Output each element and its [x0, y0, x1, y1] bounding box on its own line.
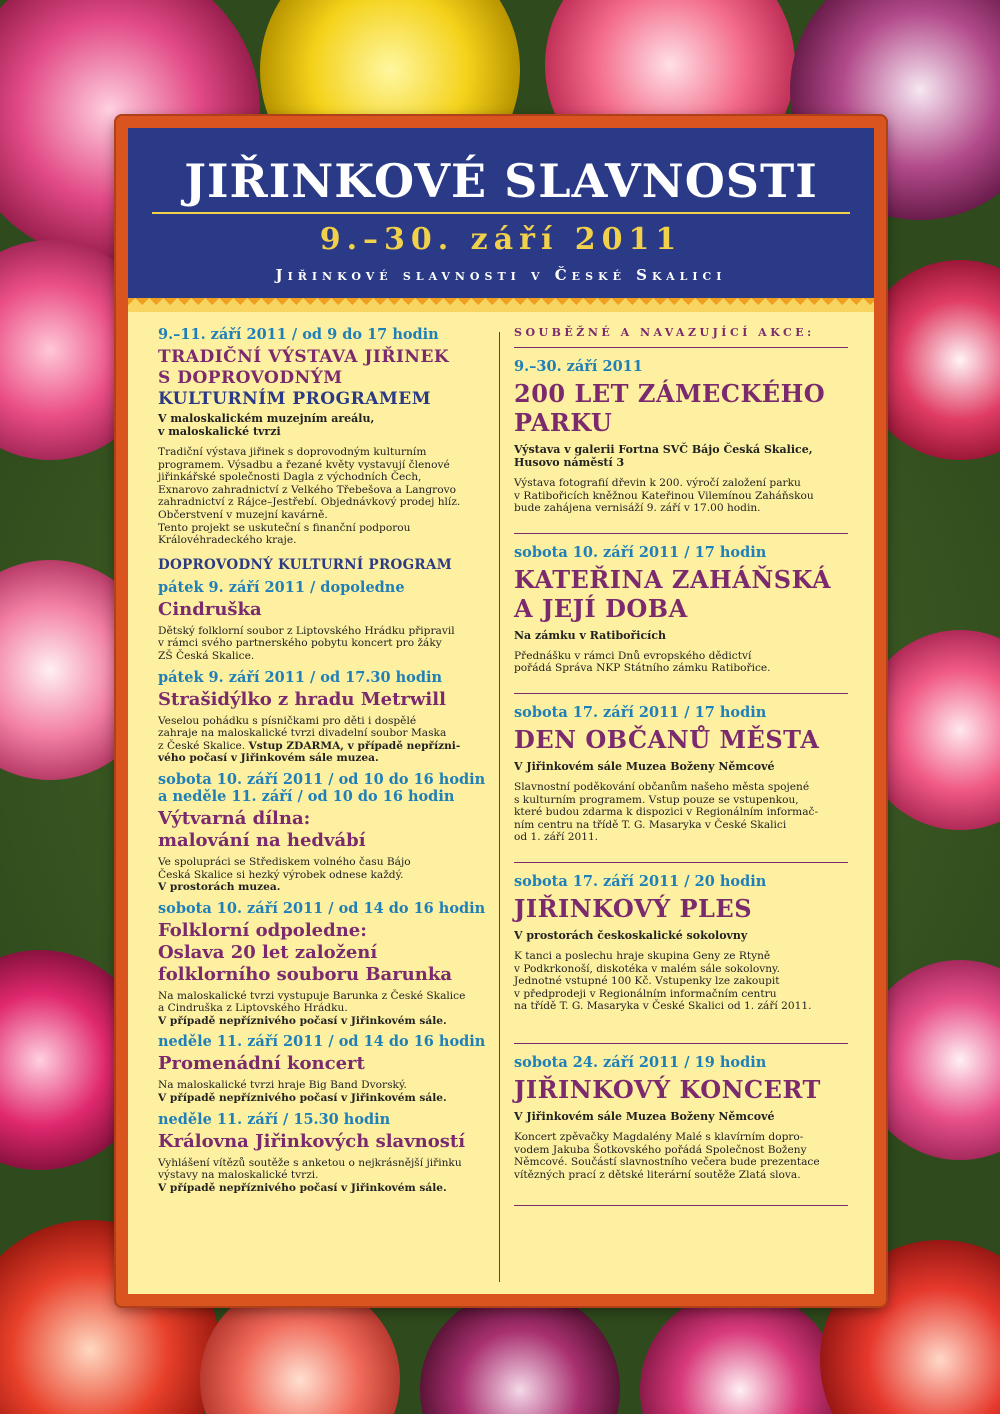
description-line: Jednotné vstupné 100 Kč. Vstupenky lze zakoupit [514, 975, 780, 988]
description-line: Exnarovo zahradnictví z Velkého Třebešova a Langrovo [158, 483, 456, 496]
column-divider [499, 332, 500, 1282]
poster-subtitle: Jiřinkové slavnosti v České Skalici [275, 266, 727, 284]
description-line [158, 740, 498, 753]
section-divider [514, 693, 848, 694]
program-event [158, 579, 498, 663]
event-title-line: Folklorní odpoledne: [158, 919, 367, 941]
poster-title: JIŘINKOVÉ SLAVNOSTI [184, 154, 818, 208]
description-line: Výstava fotografií dřevin k 200. výročí založení parku [514, 477, 801, 489]
description-line: Občerstvení v muzejní kavárně. [158, 508, 328, 521]
description-line: a Cindruška z Liptovského Hrádku. [158, 1002, 348, 1015]
event-date: pátek 9. září 2011 / dopoledne [158, 578, 405, 596]
description-line: Přednášku v rámci Dnů evropského dědictví [514, 649, 752, 662]
event-description [158, 715, 498, 765]
description-line: Koncert zpěvačky Magdalény Malé s klavírním dopro- [514, 1130, 804, 1143]
description-line: Veselou pohádku s písničkami pro děti i dospělé [158, 714, 417, 727]
description-line: jiřinkářské společnosti Dagla z východních Čech, [158, 471, 422, 484]
event-title: Cindruška [158, 598, 262, 620]
event-title: Královna Jiřinkových slavností [158, 1130, 466, 1152]
event-title [158, 920, 498, 986]
event-description [158, 446, 498, 547]
section-divider [514, 347, 848, 348]
program-event [158, 669, 498, 765]
description-line: ním centru na třídě T. G. Masaryka v České Skalici [514, 818, 787, 831]
event-place-line: V Jiřinkovém sále Muzea Boženy Němcové [514, 759, 775, 773]
event-title-line: A JEJÍ DOBA [514, 593, 688, 623]
event-date: sobota 10. září 2011 / od 14 do 16 hodin [158, 899, 486, 917]
description-line: v Podkrkonoší, diskotéka v malém sále sokolovny. [514, 962, 780, 975]
event-title [158, 808, 498, 852]
event-date: a neděle 11. září / od 10 do 16 hodin [158, 787, 455, 805]
program-event [158, 771, 498, 894]
description-line: Na maloskalické tvrzi hraje Big Band Dvorský. [158, 1079, 407, 1092]
title-divider [152, 212, 850, 214]
event-place-line: Husovo náměstí 3 [514, 456, 625, 469]
description-line: Česká Skalice si hezký výrobek odnese každý. [158, 868, 404, 881]
description-line: vítězných prací z dětské literární soutěže Zlatá slova. [514, 1168, 801, 1181]
description-note: V prostorách muzea. [158, 881, 281, 894]
event-title-line: Oslava 20 let založení [158, 941, 378, 963]
description-note: vého počasí v Jiřinkovém sále muzea. [158, 752, 379, 765]
event-title-line: PARKU [514, 408, 613, 437]
description-note: V případě nepříznivého počasí v Jiřinkovém sále. [158, 1014, 447, 1027]
poster-header [128, 128, 874, 298]
event-title: JIŘINKOVÝ KONCERT [514, 1074, 821, 1104]
event-description [514, 781, 848, 844]
description-line: vodem Jakuba Šotkovského pořádá Společnost Boženy [514, 1143, 807, 1156]
event-title-line: malování na hedvábí [158, 829, 366, 851]
event-title: Promenádní koncert [158, 1053, 365, 1075]
description-line: pořádá Správa NKP Státního zámku Ratibořice. [514, 662, 771, 675]
event-title-line: KATEŘINA ZAHÁŇSKÁ [514, 564, 832, 594]
description-text: z České Skalice. [158, 739, 246, 752]
event-place [514, 1110, 848, 1123]
description-note: V případě nepříznivého počasí v Jiřinkovém sále. [158, 1092, 447, 1105]
event-date: sobota 17. září 2011 / 20 hodin [514, 872, 767, 890]
description-line: Slavnostní poděkování občanům našeho města spojené [514, 780, 810, 793]
program-event [158, 1033, 498, 1104]
description-line: Ve spolupráci se Střediskem volného času Bájo [158, 855, 411, 868]
description-line: Tradiční výstava jiřinek s doprovodným kulturním [158, 446, 427, 458]
event-title-line: S DOPROVODNÝM [158, 368, 343, 388]
event-description [514, 950, 848, 1013]
event-title-line: TRADIČNÍ VÝSTAVA JIŘINEK [158, 347, 450, 367]
description-line [158, 752, 498, 765]
description-line: Vyhlášení vítězů soutěže s anketou o nejkrásnější jiřinku [158, 1156, 462, 1169]
event-place-line: V Jiřinkovém sále Muzea Boženy Němcové [514, 1109, 775, 1123]
description-line: od 1. září 2011. [514, 831, 599, 844]
event-description [514, 650, 848, 675]
section-divider [514, 1205, 848, 1206]
event-date: 9.–11. září 2011 / od 9 do 17 hodin [158, 326, 439, 343]
description-line: Královéhradeckého kraje. [158, 534, 297, 547]
event-date: sobota 10. září 2011 / od 10 do 16 hodin [158, 770, 486, 788]
event-date: 9.–30. září 2011 [514, 358, 643, 375]
event-title-line: KULTURNÍM PROGRAMEM [158, 389, 432, 409]
description-line: ZŠ Česká Skalice. [158, 649, 255, 662]
description-line: v Ratibořicích kněžnou Kateřinou Vilemínou Zaháňskou [514, 489, 814, 502]
event-title [158, 347, 498, 410]
program-event [158, 900, 498, 1028]
event-title-line: Výtvarná dílna: [158, 807, 311, 829]
event-title-line: folklorního souboru Barunka [158, 963, 452, 985]
event-date: neděle 11. září / 15.30 hodin [158, 1110, 391, 1128]
description-note: V případě nepříznivého počasí v Jiřinkovém sále. [158, 1181, 447, 1194]
event-place [514, 443, 848, 469]
description-line: Němcové. Součástí slavnostního večera bude prezentace [514, 1156, 820, 1169]
description-line [158, 1182, 498, 1195]
right-column [514, 326, 848, 1216]
description-line: v předprodeji v Regionálním informačním centru [514, 987, 777, 1000]
event-title-line: 200 LET ZÁMECKÉHO [514, 379, 826, 408]
event-date: neděle 11. září 2011 / od 14 do 16 hodin [158, 1033, 486, 1051]
poster-panel [128, 128, 874, 1294]
event-place-line: V maloskalickém muzejním areálu, [158, 412, 375, 425]
description-line: v rámci svého partnerského pobytu koncert pro žáky [158, 637, 442, 650]
event-description [514, 1131, 848, 1181]
description-line: s kulturním programem. Vstup pouze se vstupenkou, [514, 793, 799, 806]
event-place [514, 760, 848, 773]
description-note: Vstup ZDARMA, v případě nepřízni- [248, 739, 461, 752]
event-description [158, 1157, 498, 1195]
program-section-title: DOPROVODNÝ KULTURNÍ PROGRAM [158, 556, 452, 573]
description-line: výstavy na maloskalické tvrzi. [158, 1169, 319, 1182]
decorative-border [128, 298, 874, 312]
related-event [514, 358, 848, 515]
description-line: bude zahájena vernisáží 9. září v 17.00 hodin. [514, 502, 761, 515]
left-column [158, 326, 498, 1200]
related-event [514, 873, 848, 1013]
event-date: sobota 24. září 2011 / 19 hodin [514, 1053, 767, 1071]
event-place [158, 412, 498, 438]
event-description [158, 990, 498, 1028]
main-event [158, 326, 498, 547]
event-description [514, 477, 848, 515]
poster-frame [116, 116, 886, 1306]
event-date: pátek 9. září 2011 / od 17.30 hodin [158, 668, 443, 686]
description-line: které budou zdarma k dispozici v Regionálním informač- [514, 806, 819, 819]
event-description [158, 625, 498, 663]
related-event [514, 1054, 848, 1181]
description-line [158, 1015, 498, 1028]
section-divider [514, 862, 848, 863]
related-events-label: SOUBĚŽNÉ A NAVAZUJÍCÍ AKCE: [514, 326, 815, 339]
program-event [158, 1111, 498, 1195]
dahlia-flower-image [400, 1290, 640, 1414]
description-line: na třídě T. G. Masaryka v České Skalici od 1. září 2011. [514, 1000, 812, 1013]
event-place [514, 629, 848, 642]
event-description [158, 1079, 498, 1104]
event-place [514, 929, 848, 942]
event-place-line: Na zámku v Ratibořicích [514, 628, 667, 642]
event-place-line: V prostorách českoskalické sokolovny [514, 928, 748, 942]
event-date: sobota 17. září 2011 / 17 hodin [514, 703, 767, 721]
event-date: sobota 10. září 2011 / 17 hodin [514, 543, 767, 561]
description-line: Dětský folklorní soubor z Liptovského Hrádku připravil [158, 624, 455, 637]
related-event [514, 704, 848, 844]
description-line: zahraje na maloskalické tvrzi divadelní soubor Maska [158, 727, 447, 740]
section-divider [514, 533, 848, 534]
description-line: Na maloskalické tvrzi vystupuje Barunka z České Skalice [158, 989, 466, 1002]
event-title: JIŘINKOVÝ PLES [514, 893, 753, 923]
section-divider [514, 1043, 848, 1044]
event-place-line: Výstava v galerii Fortna SVČ Bájo Česká Skalice, [514, 443, 813, 456]
festival-dates: 9.–30. září 2011 [319, 222, 683, 257]
event-title: DEN OBČANŮ MĚSTA [514, 724, 820, 754]
description-line: K tanci a poslechu hraje skupina Geny ze Rtyně [514, 949, 771, 962]
description-line: programem. Výsadbu a řezané květy vystavují členové [158, 458, 450, 471]
related-event [514, 544, 848, 675]
description-line: zahradnictví z Rájce–Jestřebí. Objednávkový prodej hlíz. [158, 496, 461, 509]
description-line: Tento projekt se uskuteční s finanční podporou [158, 521, 411, 534]
event-description [158, 856, 498, 894]
event-title [514, 379, 848, 437]
description-line [158, 881, 498, 894]
event-place-line: v maloskalické tvrzi [158, 425, 281, 438]
event-title [514, 565, 848, 623]
event-title: Strašidýlko z hradu Metrwill [158, 688, 446, 710]
description-line [158, 1092, 498, 1105]
